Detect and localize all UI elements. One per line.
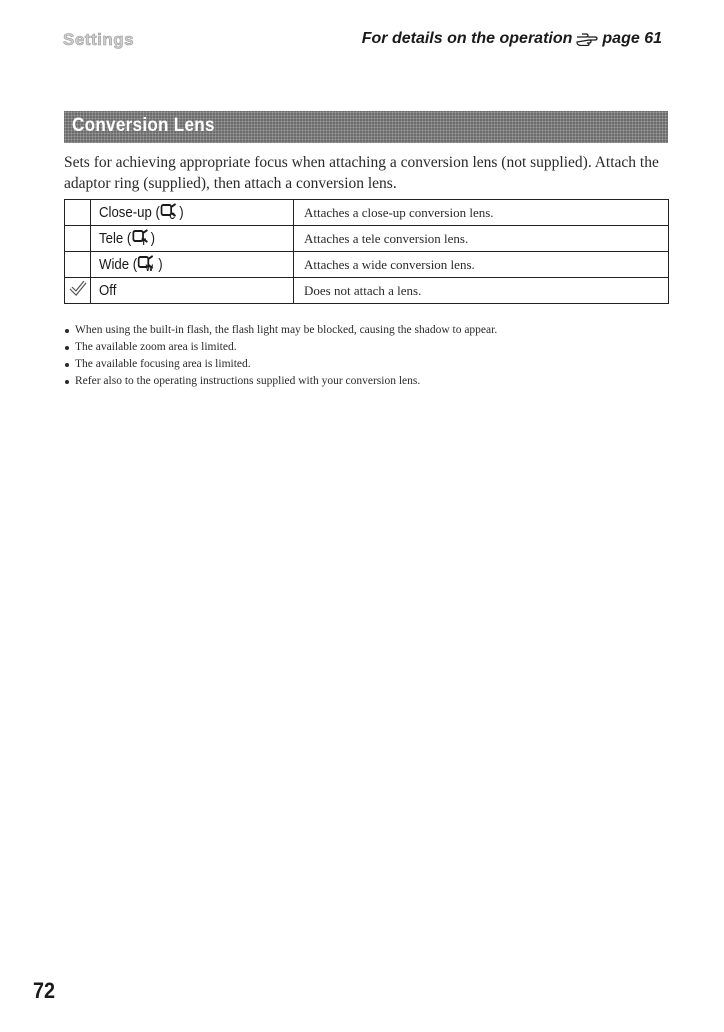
option-name: Tele	[99, 229, 124, 247]
option-mark-cell	[65, 200, 91, 226]
option-description: Attaches a wide conversion lens.	[294, 252, 669, 278]
operation-reference	[362, 30, 662, 48]
option-name-cell: Close-up ( C )	[91, 200, 294, 226]
option-mark-cell	[65, 252, 91, 278]
option-name-cell: Wide ( W )	[91, 252, 294, 278]
page-title: Conversion Lens	[72, 115, 215, 136]
svg-text:T: T	[140, 236, 146, 246]
option-mark-cell	[65, 226, 91, 252]
note-item: Refer also to the operating instructions supplied with your conversion lens.	[64, 373, 668, 390]
intro-text: Sets for achieving appropriate focus when attaching a conversion lens (not supplied). Attach the adaptor ring (supplied), then attach a conversion lens.	[64, 154, 659, 192]
option-row-close-up	[65, 200, 669, 226]
pointing-hand-icon	[576, 32, 598, 46]
svg-text:W: W	[145, 262, 154, 272]
note-item: The available focusing area is limited.	[64, 356, 668, 373]
option-mark-cell	[65, 278, 91, 304]
options-table	[64, 199, 669, 304]
option-name: Wide	[99, 255, 130, 273]
note-item: The available zoom area is limited.	[64, 339, 668, 356]
operation-ref-text: For details on the operation	[361, 30, 573, 47]
page-number: 72	[33, 978, 56, 1003]
option-name-cell: Tele ( T )	[91, 226, 294, 252]
note-item: When using the built-in flash, the flash light may be blocked, causing the shadow to appear.	[64, 322, 668, 339]
option-row-tele	[65, 226, 669, 252]
lens-wide-icon	[138, 254, 157, 276]
option-description: Attaches a close-up conversion lens.	[294, 200, 669, 226]
default-setting-icon	[69, 283, 87, 300]
option-row-off	[65, 278, 669, 304]
lens-closeup-icon	[161, 202, 179, 224]
title-bar	[64, 111, 668, 143]
option-name-cell	[91, 278, 294, 304]
notes-list	[64, 322, 668, 390]
operation-ref-page: page 61	[602, 30, 662, 47]
option-row-wide	[65, 252, 669, 278]
option-description: Attaches a tele conversion lens.	[294, 226, 669, 252]
section-name: Settings	[63, 30, 135, 49]
lens-tele-icon	[132, 228, 150, 250]
svg-text:C: C	[169, 210, 176, 220]
option-name: Close-up	[99, 203, 152, 221]
option-description: Does not attach a lens.	[294, 278, 669, 304]
option-name: Off	[99, 282, 117, 299]
